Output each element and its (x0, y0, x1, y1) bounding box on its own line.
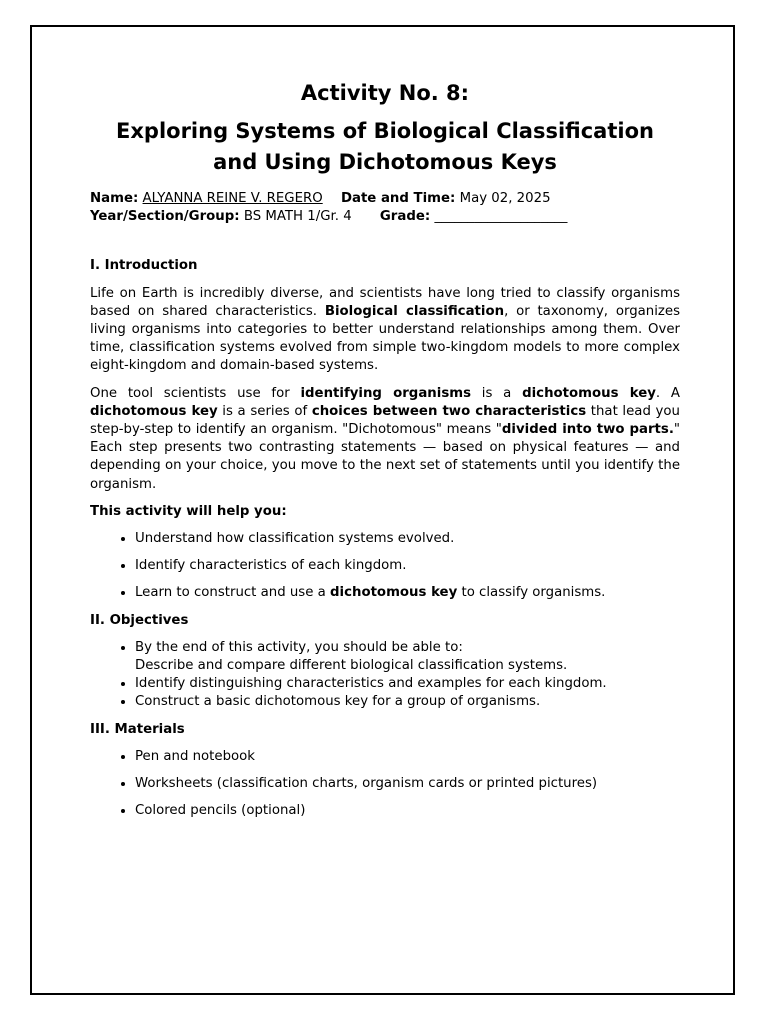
list-item (135, 584, 680, 602)
bold-term: Biological classification (324, 303, 505, 319)
help-list (90, 530, 680, 603)
bold-term: dichotomous key (90, 403, 218, 419)
list-item: • Colored pencils (optional) (135, 802, 680, 820)
objectives-heading: II. Objectives (90, 612, 189, 628)
section-label: Year/Section/Group: (90, 209, 240, 225)
list-item: • Construct a basic dichotomous key for a group of organisms. (135, 693, 680, 711)
text-run: • By the end of this activity, you should be able to: (135, 639, 463, 655)
document-title (90, 116, 680, 178)
text-run: Learn to construct and use a (135, 585, 331, 601)
datetime-value: May 02, 2025 (459, 191, 551, 206)
list-item: • Identify distinguishing characteristics and examples for each kingdom. (135, 675, 680, 693)
materials-list (90, 748, 680, 821)
datetime-label: Date and Time: (340, 191, 456, 206)
bold-term: dichotomous key (330, 585, 458, 601)
title-line-1: Exploring Systems of Biological Classification (116, 119, 654, 143)
list-item: • Pen and notebook (135, 748, 680, 766)
list-item (135, 639, 680, 675)
meta-row-2 (90, 208, 680, 226)
list-item: • Understand how classification systems evolved. (135, 530, 680, 548)
list-item: • Worksheets (classification charts, organism cards or printed pictures) (135, 775, 680, 793)
materials-heading: III. Materials (90, 721, 185, 737)
grade-blank: ____________________ (434, 209, 568, 225)
list-item: • Identify characteristics of each kingdom. (135, 557, 680, 575)
meta-row-1 (90, 190, 680, 208)
text-run: to classify organisms. (457, 585, 606, 601)
document-page (30, 25, 735, 995)
bold-term: dichotomous key (522, 385, 656, 401)
student-info (90, 190, 680, 226)
intro-paragraph-1 (90, 285, 680, 376)
objectives-list (90, 639, 680, 712)
name-label: Name: (90, 191, 139, 206)
bold-term: choices between two characteristics (311, 403, 587, 419)
bold-term: divided into two parts. (501, 422, 674, 438)
text-run: , or taxonomy, organizes living organisms into categories to better understand relationships among them. Over time, classification systems evolved from simple two-kingdom models to more complex eight-kingdom and domain-based systems. (90, 303, 680, 374)
help-heading: This activity will help you: (90, 503, 287, 519)
title-line-2: and Using Dichotomous Keys (213, 150, 557, 174)
name-value: ALYANNA REINE V. REGERO (142, 191, 323, 206)
text-run: One tool scientists use for (90, 385, 301, 401)
text-run: that lead you step-by-step to identify an organism. "Dichotomous" means " (90, 403, 680, 438)
text-run: " Each step presents two contrasting statements — based on physical features — and depending on your choice, you move to the next set of statements until you identify the organism. (90, 422, 680, 492)
bold-term: identifying organisms (300, 385, 472, 401)
text-run: . A (655, 385, 680, 401)
introduction-heading: I. Introduction (90, 258, 198, 274)
grade-label: Grade: (379, 209, 431, 225)
text-run: is a series of (217, 403, 312, 419)
section-value: BS MATH 1/Gr. 4 (243, 209, 352, 225)
intro-paragraph-2 (90, 385, 680, 494)
text-run: is a (471, 385, 523, 401)
activity-number: Activity No. 8: (300, 81, 470, 105)
text-run: Describe and compare different biological classification systems. (135, 658, 568, 674)
text-run: Life on Earth is incredibly diverse, and scientists have long tried to classify organisms based on shared characteristics. (90, 285, 680, 319)
document-content (90, 79, 680, 829)
